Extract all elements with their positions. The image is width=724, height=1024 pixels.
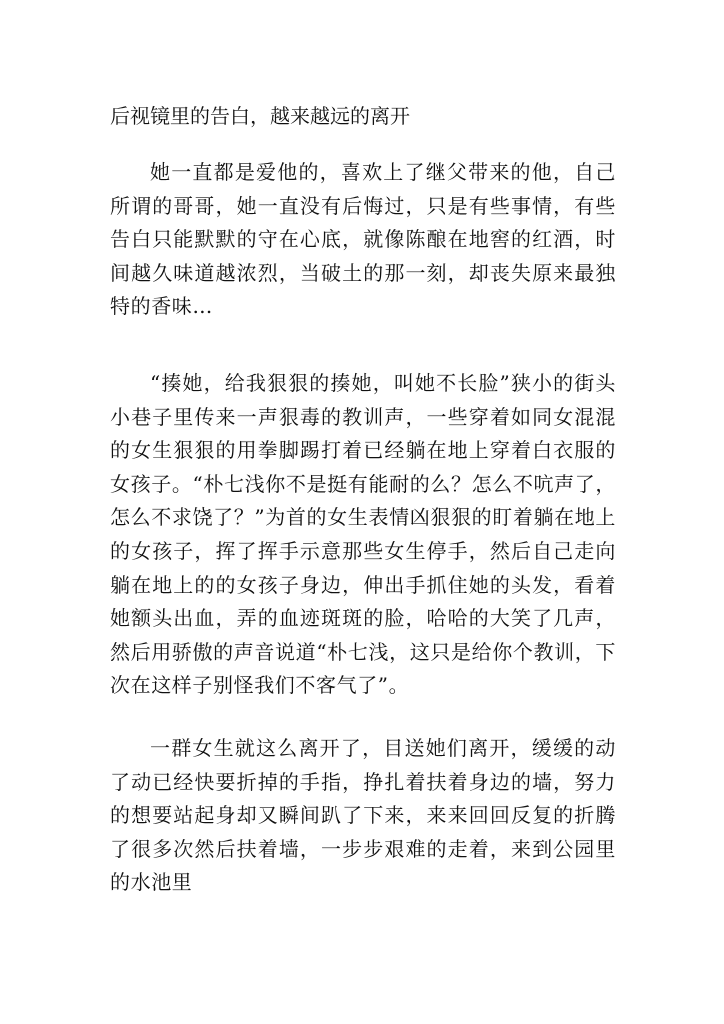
paragraph-3: 一群女生就这么离开了，目送她们离开，缓缓的动了动已经快要折掉的手指，挣扎着扶着身边的墙，努力的想要站起身却又瞬间趴了下来，来来回回反复的折腾了很多次然后扶着墙，一步步艰难的走着，来到公园里的水池里	[110, 736, 616, 895]
paragraph-1: 她一直都是爱他的，喜欢上了继父带来的他，自己所谓的哥哥，她一直没有后悔过，只是有些事情，有些告白只能默默的守在心底，就像陈酿在地窖的红酒，时间越久味道越浓烈，当破土的那一刻，却丧失原来最独特的香味…	[110, 160, 616, 319]
paragraph-2: “揍她，给我狠狠的揍她，叫她不长脸”狭小的街头小巷子里传来一声狠毒的教训声，一些穿着如同女混混的女生狠狠的用拳脚踢打着已经躺在地上穿着白衣服的女孩子。“朴七浅你不是挺有能耐的么？怎么不吭声了，怎么不求饶了？”为首的女生表情凶狠狠的盯着躺在地上的女孩子，挥了挥手示意那些女生停手，然后自己走向躺在地上的的女孩子身边，伸出手抓住她的头发，看着她额头出血，弄的血迹斑斑的脸，哈哈的大笑了几声，然后用骄傲的声音说道“朴七浅，这只是给你个教训，下次在这样子别怪我们不客气了”。	[110, 371, 616, 698]
document-title: 后视镜里的告白，越来越远的离开	[110, 104, 410, 128]
